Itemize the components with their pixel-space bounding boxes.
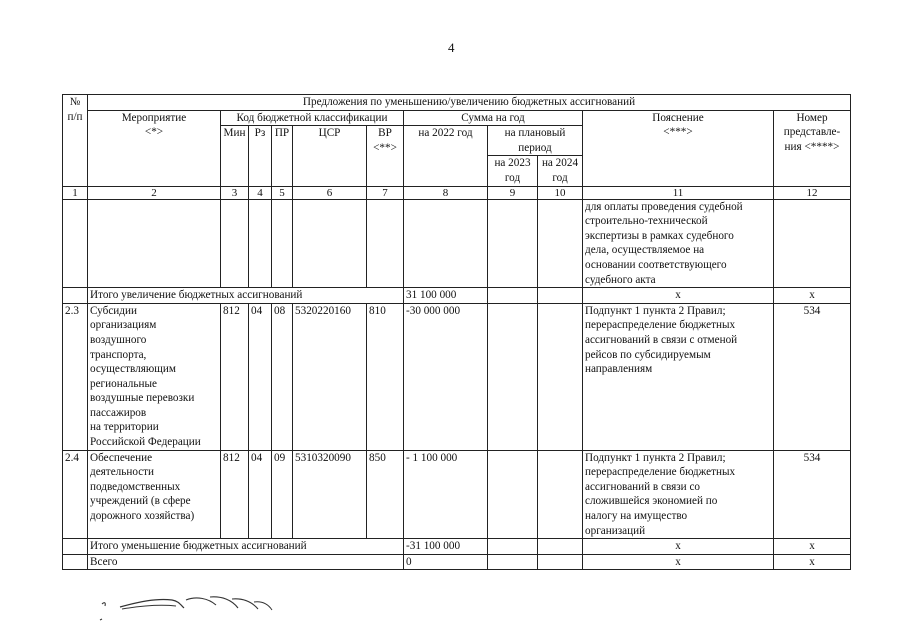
handwritten-signature: [98, 594, 288, 626]
header-row-2: [63, 110, 851, 126]
header-2024: на 2024 год: [538, 156, 583, 186]
col-number: 6: [293, 186, 367, 199]
row-2022: - 1 100 000: [404, 450, 488, 539]
header-row-1: [63, 95, 851, 111]
col-number: 10: [538, 186, 583, 199]
header-2023: на 2023 год: [488, 156, 538, 186]
header-plan-period: на плановый период: [488, 126, 583, 156]
row-representation: 534: [774, 450, 851, 539]
col-number: 11: [583, 186, 774, 199]
total-increase-explanation: х: [583, 288, 774, 304]
row-event: Субсидии организациям воздушного транспорта, осуществляющим региональные воздушные перевозки пассажиров на территории Российской Федерации: [88, 303, 221, 450]
column-numbers-row: [63, 186, 851, 199]
header-vr: ВР <**>: [367, 126, 404, 186]
row-pr: 09: [272, 450, 293, 539]
row-rz: 04: [249, 303, 272, 450]
header-sum: Сумма на год: [404, 110, 583, 126]
col-number: 7: [367, 186, 404, 199]
row-explanation: Подпункт 1 пункта 2 Правил; перераспределение бюджетных ассигнований в связи с отменой рейсов по субсидируемым направлениям: [583, 303, 774, 450]
header-explanation: Пояснение <***>: [583, 110, 774, 186]
continuation-explanation: для оплаты проведения судебной строительно-технической экспертизы в рамках судебного дела, осуществляемое на основании соответствующего судебного акта: [583, 199, 774, 288]
header-csr: ЦСР: [293, 126, 367, 186]
header-representation: Номер представле- ния <****>: [774, 110, 851, 186]
total-all-2022: 0: [404, 554, 488, 570]
total-decrease-explanation: х: [583, 539, 774, 555]
row-event: Обеспечение деятельности подведомственных учреждений (в сфере дорожного хозяйства): [88, 450, 221, 539]
row-pr: 08: [272, 303, 293, 450]
total-decrease-2022: -31 100 000: [404, 539, 488, 555]
table-row: [63, 303, 851, 450]
row-min: 812: [221, 450, 249, 539]
total-all-label: Всего: [88, 554, 404, 570]
header-pr: ПР: [272, 126, 293, 186]
page-number: 4: [448, 40, 455, 55]
row-explanation: Подпункт 1 пункта 2 Правил; перераспределение бюджетных ассигнований в связи со сложившейся экономией по налогу на имущество организаций: [583, 450, 774, 539]
total-increase-label: Итого увеличение бюджетных ассигнований: [88, 288, 404, 304]
col-number: 2: [88, 186, 221, 199]
row-rz: 04: [249, 450, 272, 539]
row-representation: 534: [774, 303, 851, 450]
col-number: 1: [63, 186, 88, 199]
total-increase-representation: х: [774, 288, 851, 304]
total-increase-2022: 31 100 000: [404, 288, 488, 304]
col-number: 4: [249, 186, 272, 199]
table-row: [63, 450, 851, 539]
row-number: 2.3: [63, 303, 88, 450]
continuation-row: [63, 199, 851, 288]
total-all-explanation: х: [583, 554, 774, 570]
budget-table: [62, 94, 851, 570]
header-event: Мероприятие <*>: [88, 110, 221, 186]
header-num: № п/п: [63, 95, 88, 187]
col-number: 3: [221, 186, 249, 199]
row-vr: 850: [367, 450, 404, 539]
total-decrease-label: Итого уменьшение бюджетных ассигнований: [88, 539, 404, 555]
total-all-row: [63, 554, 851, 570]
row-2022: -30 000 000: [404, 303, 488, 450]
row-vr: 810: [367, 303, 404, 450]
total-decrease-representation: х: [774, 539, 851, 555]
total-increase-row: [63, 288, 851, 304]
header-proposals: Предложения по уменьшению/увеличению бюджетных ассигнований: [88, 95, 851, 111]
header-min: Мин: [221, 126, 249, 186]
col-number: 5: [272, 186, 293, 199]
row-min: 812: [221, 303, 249, 450]
col-number: 8: [404, 186, 488, 199]
row-number: 2.4: [63, 450, 88, 539]
row-csr: 5320220160: [293, 303, 367, 450]
col-number: 12: [774, 186, 851, 199]
header-rz: Рз: [249, 126, 272, 186]
total-decrease-row: [63, 539, 851, 555]
header-code: Код бюджетной классификации: [221, 110, 404, 126]
col-number: 9: [488, 186, 538, 199]
total-all-representation: х: [774, 554, 851, 570]
row-csr: 5310320090: [293, 450, 367, 539]
header-2022: на 2022 год: [404, 126, 488, 186]
